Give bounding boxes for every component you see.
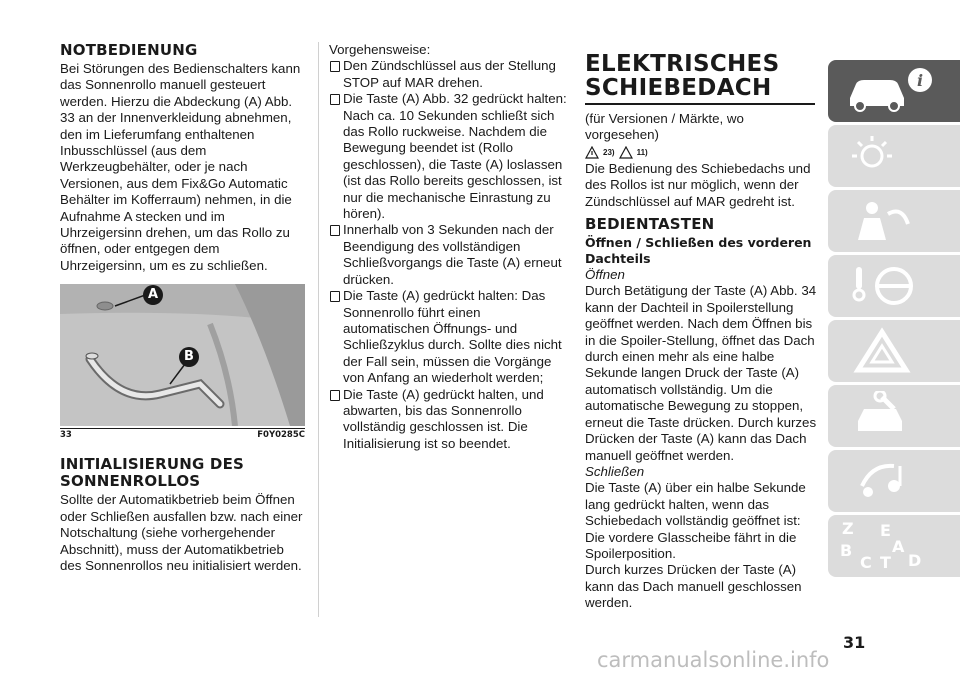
paragraph-oeffnen: Durch Betätigung der Taste (A) Abb. 34 kann der Dachteil in Spoilerstellung geöffnet werden. Nach dem Öffnen bis in die Spoiler-Stellung, öffnet das Dach durch einen mehr als eine halbe Sekunde langen Druck der Taste (A) automatisch vollständig. Um die automatische Bewegung zu stoppen, erneut die Taste drücken. Durch kurzes Drücken der Taste (A) kann das Dach manuell geöffnet werden. [585,283,817,463]
chapter-tab-active[interactable] [828,60,960,122]
column-left [60,42,305,574]
paragraph-schliessen: Die Taste (A) über ein halbe Sekunde lang gedrückt halten, wenn das Schiebedach vollständig geöffnet ist: Die vordere Glasscheibe fährt in die Spoilerposition. [585,480,806,561]
warning-references [585,146,820,159]
warning-ref-23: 23) [603,147,615,157]
subheading-oeffnen-schliessen: Öffnen / Schließen des vorderen Dachteils [585,235,812,267]
subheading-schliessen: Schließen [585,463,645,479]
wrench-car-icon [842,391,942,441]
chapter-title [585,52,820,100]
heading2-line1: INITIALISIERUNG DES [60,455,245,474]
index-letter: Z [842,519,854,538]
watermark: carmanualsonline.info [597,648,830,672]
chapter-tab-emergency[interactable] [828,320,960,382]
chapter-tab-safety[interactable] [828,190,960,252]
column-divider [318,42,319,617]
figure-caption [60,428,305,440]
index-letter: T [880,553,891,572]
column-middle [329,42,569,452]
procedure-step: Innerhalb von 3 Sekunden nach der Beendigung des vollständigen Schließvorgangs die Taste (A) erneut drücken. [329,222,569,288]
caution-triangle-icon [619,146,633,159]
chapter-tab-index[interactable] [828,515,960,577]
dashboard-lights-icon [842,131,942,181]
index-letters-icon [840,519,930,573]
procedure-intro: Vorgehensweise: [329,42,431,57]
figure-code: F0Y0285C [257,430,305,441]
availability-note: (für Versionen / Märkte, wo vorgesehen) [585,111,744,143]
index-letter: A [892,537,905,556]
car-info-icon [842,66,942,116]
chapter-tab-multimedia[interactable] [828,450,960,512]
steering-wheel-icon [842,261,942,311]
column-right [585,42,820,612]
section-heading-notbedienung: NOTBEDIENUNG [60,41,198,59]
paragraph-schliessen-manual: Durch kurzes Drücken der Taste (A) kann das Dach manuell geschlossen werden. [585,562,802,611]
subheading-oeffnen: Öffnen [585,267,625,283]
warning-ref-11: 11) [636,147,648,157]
section-heading-initialisierung [60,456,305,490]
procedure-step: Die Taste (A) gedrückt halten, und abwarten, bis das Sonnenrollo vollständig geschlossen ist. Die Initialisierung ist so beendet. [329,387,569,453]
index-letter: E [880,521,891,540]
figure-33 [60,284,305,426]
section-heading-bedientasten: BEDIENTASTEN [585,215,715,234]
procedure-step: Den Zündschlüssel aus der Stellung STOP auf MAR drehen. [329,58,569,91]
callout-b-label: B [184,349,194,365]
chapter-tab-maintenance[interactable] [828,385,960,447]
chapter-sidebar [828,60,960,577]
figure-number: 33 [60,430,72,441]
chapter-title-line2: SCHIEBEDACH [585,75,772,101]
svg-text:i: i [917,71,924,90]
chapter-title-line1: ELEKTRISCHES [585,51,780,77]
title-underline [585,103,815,105]
warning-triangle-icon [585,146,599,159]
paragraph-notbedienung: Bei Störungen des Bedienschalters kann das Sonnenrollo manuell gesteuert werden. Hierzu die Abdeckung (A) Abb. 33 an der Innenverkleidung abnehmen, den im Lieferumfang enthaltenen Inbusschlüssel (aus dem Werkzeugbehälter, oder je nach Versionen, aus dem Fix&Go Automatic Behälter im Kofferraum) nehmen, in die Aufnahme A stecken und im Uhrzeigersinn drehen, um das Rollo zu öffnen, oder entgegen dem Uhrzeigersinn, um es zu schließen. [60,61,301,273]
warning-triangle-icon [842,326,942,376]
callout-a-label: A [147,287,159,303]
page-number: 31 [843,633,866,652]
procedure-step: Die Taste (A) gedrückt halten: Das Sonnenrollo führt einen automatischen Öffnungs- und Schließzyklus durch. Sollte dies nicht der Fall sein, müssen die Vorgänge von Anfang an wiederholt werden; [329,288,569,386]
index-letter: C [860,553,872,572]
multimedia-icon [842,456,942,506]
index-letter: D [908,551,922,570]
paragraph-schiebedach: Die Bedienung des Schiebedachs und des Rollos ist nur möglich, wenn der Zündschlüssel auf MAR gedreht ist. [585,160,811,209]
chapter-tab-dashboard[interactable] [828,125,960,187]
heading2-line2: SONNENROLLOS [60,472,201,491]
index-letter: B [840,541,853,560]
airbag-safety-icon [842,196,942,246]
chapter-tab-driving[interactable] [828,255,960,317]
paragraph-initialisierung: Sollte der Automatikbetrieb beim Öffnen oder Schließen ausfallen bzw. nach einer Notschaltung (siehe vorhergehender Abschnitt), muss der Automatikbetrieb des Sonnenrollos neu initialisiert werden. [60,492,303,573]
procedure-step: Die Taste (A) Abb. 32 gedrückt halten: Nach ca. 10 Sekunden schließt sich das Rollo ruckweise. Nachdem die Bewegung beendet ist (Rollo geschlossen), die Taste (A) loslassen (ist das Rollo bereits geschlossen, ist nur die mechanische Einrastung zu hören). [329,91,569,222]
